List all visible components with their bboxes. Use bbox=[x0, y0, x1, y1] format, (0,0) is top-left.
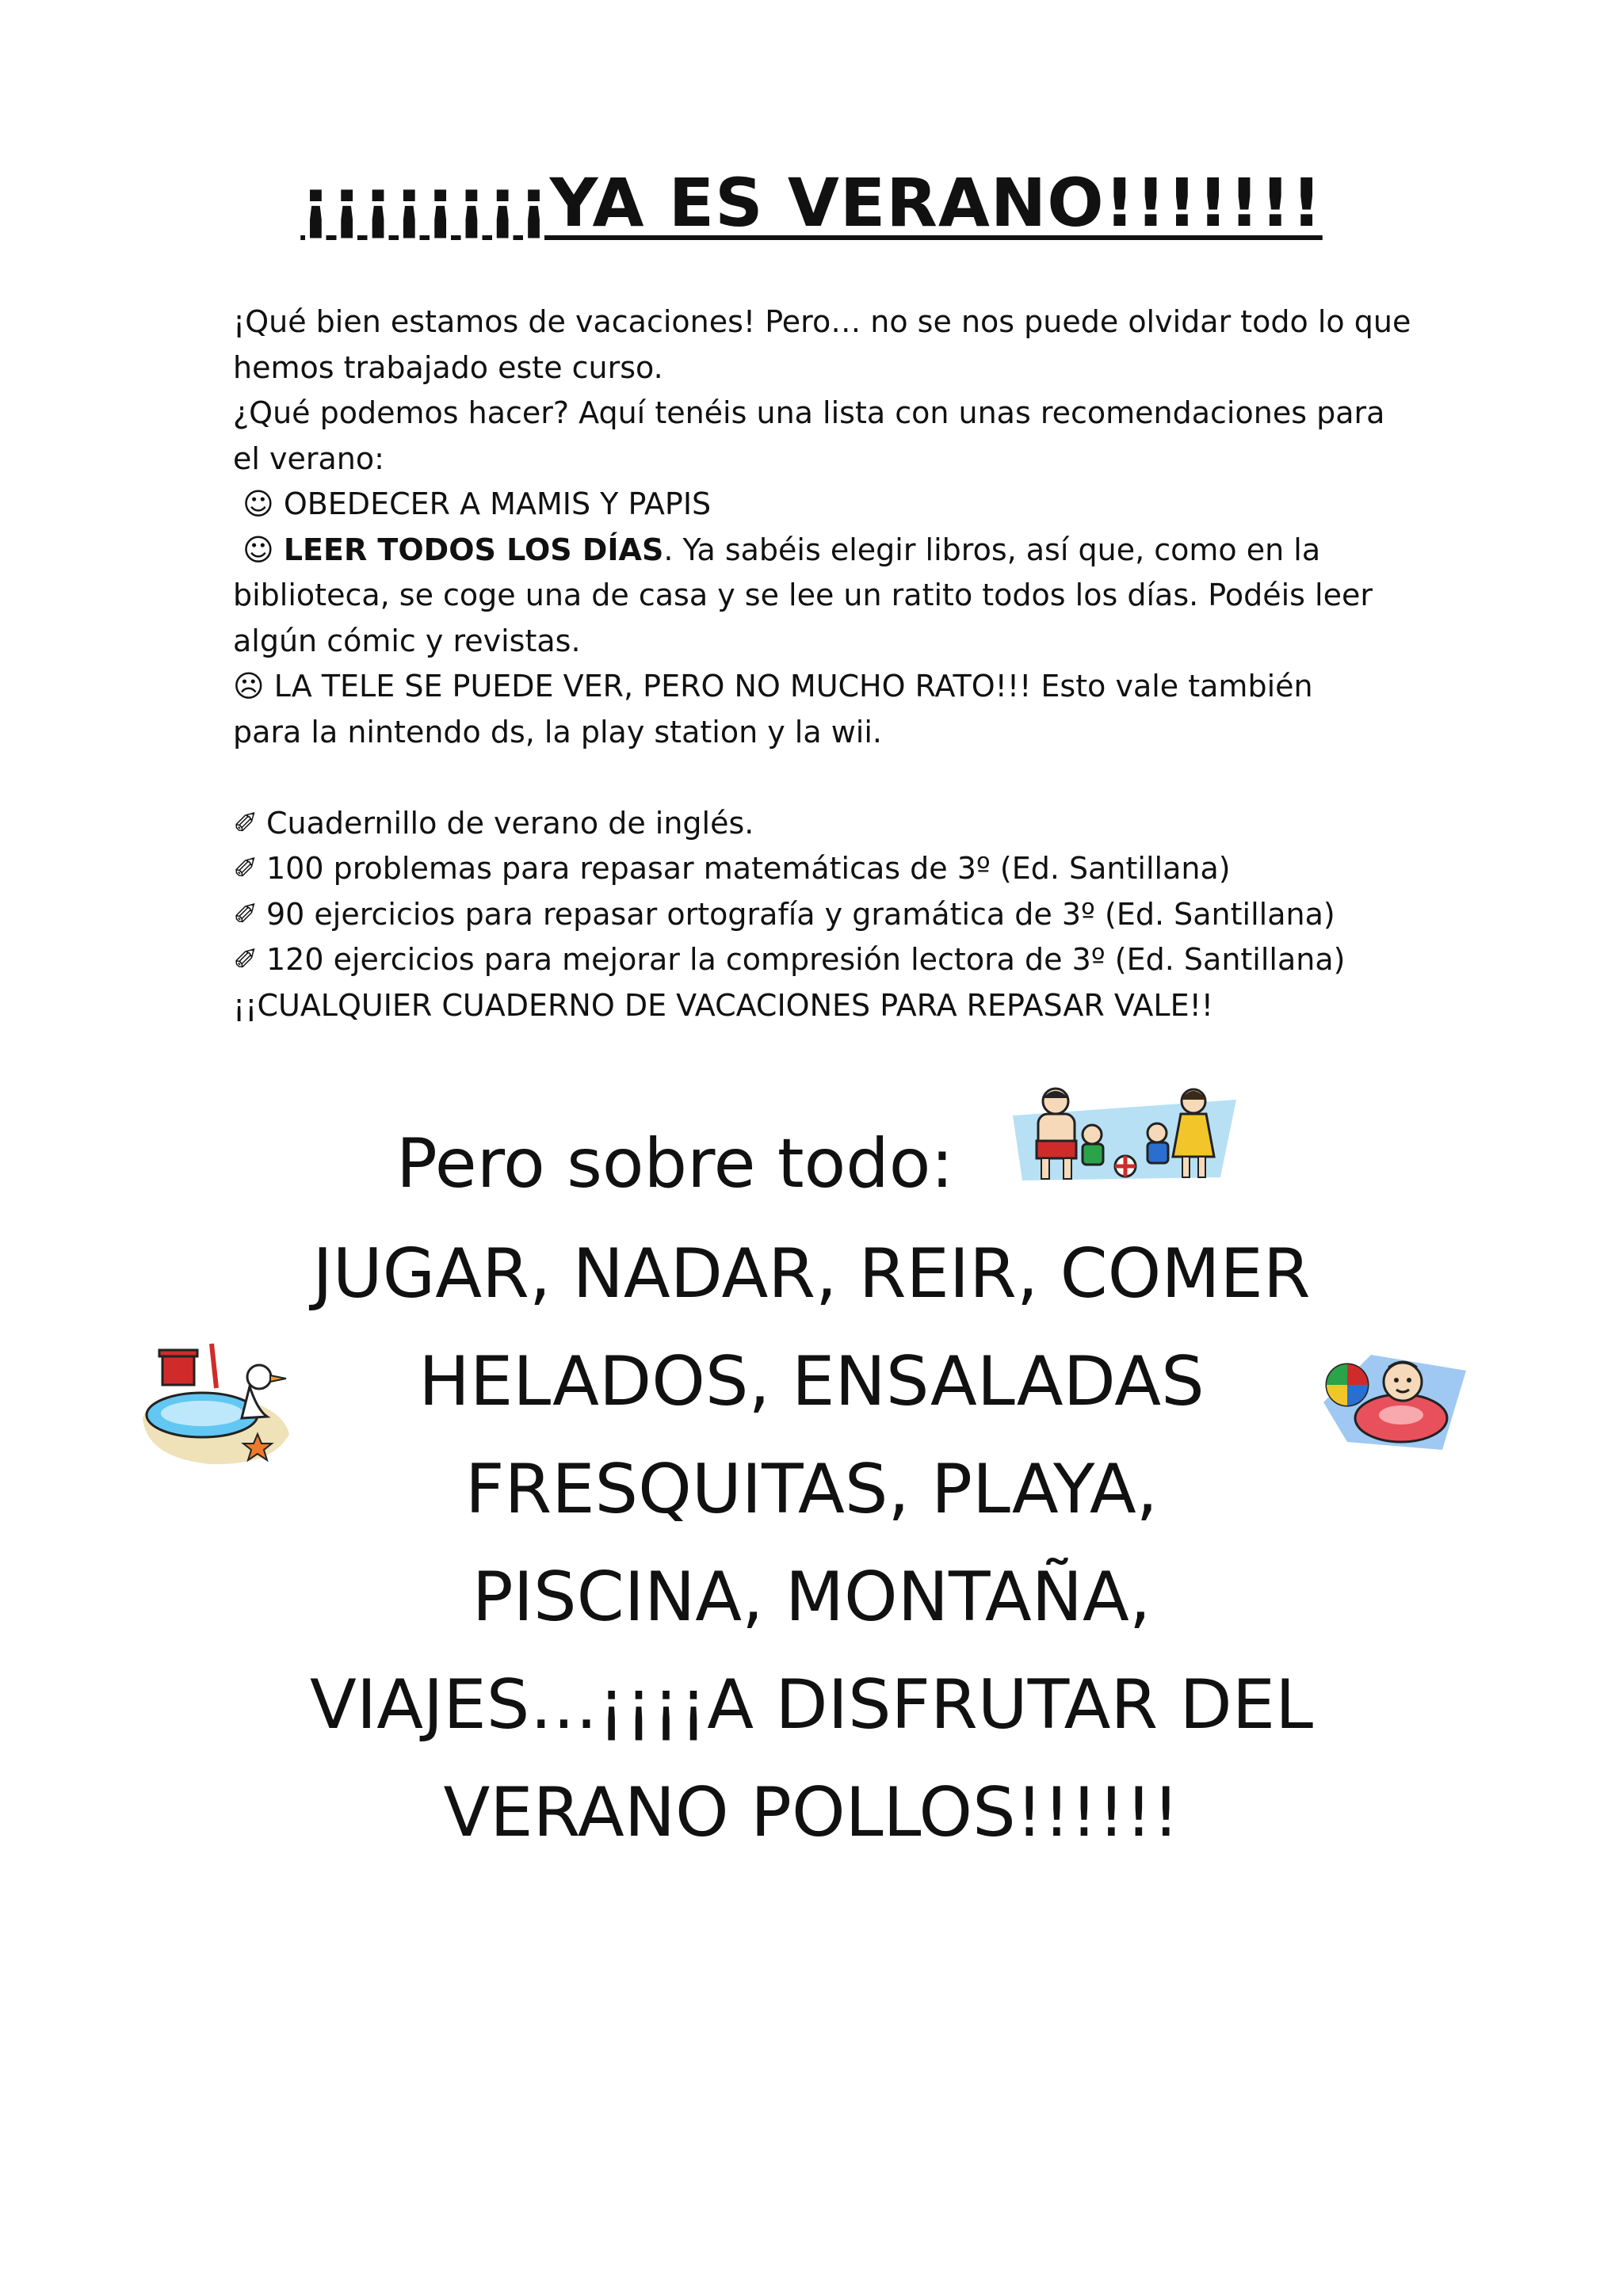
finale-line: PISCINA, MONTAÑA, bbox=[472, 1558, 1151, 1637]
finale-lead: Pero sobre todo: bbox=[396, 1124, 954, 1203]
smiley-icon: ☺ bbox=[242, 486, 274, 521]
book-item bbox=[233, 892, 1398, 938]
page-title: ¡¡¡¡¡¡¡¡YA ES VERANO!!!!!!! bbox=[300, 164, 1323, 242]
intro-line-2: hemos trabajado este curso. bbox=[233, 349, 663, 385]
finale-line: HELADOS, ENSALADAS bbox=[418, 1342, 1205, 1421]
recommendation-tv-text: LA TELE SE PUEDE VER, PERO NO MUCHO RATO!!! Esto vale también bbox=[273, 669, 1313, 704]
baby-swim-ring-clipart bbox=[1316, 1347, 1470, 1454]
finale-block bbox=[178, 1220, 1445, 1867]
book-item-text: 120 ejercicios para mejorar la compresión lectora de 3º (Ed. Santillana) bbox=[266, 942, 1346, 977]
book-item-text: 100 problemas para repasar matemáticas de 3º (Ed. Santillana) bbox=[266, 851, 1231, 886]
intro-line-1: ¡Qué bien estamos de vacaciones! Pero… no se nos puede olvidar todo lo que bbox=[233, 304, 1411, 339]
recommendation-read-bold: LEER TODOS LOS DÍAS bbox=[283, 532, 664, 567]
recommendation-read-line-2: biblioteca, se coge una de casa y se lee un ratito todos los días. Podéis leer bbox=[233, 578, 1373, 612]
intro-line-4: el verano: bbox=[233, 441, 384, 476]
recommendation-tv bbox=[233, 664, 1398, 710]
book-item bbox=[233, 846, 1398, 892]
finale-line: VERANO POLLOS!!!!!! bbox=[443, 1773, 1180, 1852]
intro-line-3: ¿Qué podemos hacer? Aquí tenéis una lista con unas recomendaciones para bbox=[233, 395, 1385, 430]
recommendation-tv-line-2: para la nintendo ds, la play station y la wii. bbox=[233, 714, 883, 749]
pencil-icon: ✐ bbox=[233, 851, 258, 886]
recommendation-obey-text: OBEDECER A MAMIS Y PAPIS bbox=[283, 486, 712, 521]
recommendation-read bbox=[233, 528, 1398, 574]
book-item bbox=[233, 801, 1398, 847]
pencil-icon: ✐ bbox=[233, 942, 258, 977]
book-item-text: 90 ejercicios para repasar ortografía y gramática de 3º (Ed. Santillana) bbox=[266, 896, 1335, 932]
smiley-icon: ☺ bbox=[242, 532, 274, 567]
frown-icon: ☹ bbox=[233, 669, 265, 704]
pencil-icon: ✐ bbox=[233, 896, 258, 932]
beach-family-clipart bbox=[1006, 1084, 1236, 1187]
finale-line: FRESQUITAS, PLAYA, bbox=[464, 1450, 1159, 1529]
books-closing: ¡¡CUALQUIER CUADERNO DE VACACIONES PARA REPASAR VALE!! bbox=[233, 987, 1214, 1023]
recommendation-read-rest: . Ya sabéis elegir libros, así que, como en la bbox=[663, 532, 1321, 567]
document-body bbox=[233, 299, 1411, 1028]
recommendation-read-line-3: algún cómic y revistas. bbox=[233, 623, 581, 658]
pencil-icon: ✐ bbox=[233, 805, 258, 841]
finale-line: JUGAR, NADAR, REIR, COMER bbox=[312, 1234, 1311, 1314]
book-item bbox=[233, 937, 1398, 983]
recommendation-obey bbox=[233, 482, 1398, 528]
kiddie-pool-duck-clipart bbox=[139, 1339, 293, 1470]
finale-line: VIAJES…¡¡¡¡A DISFRUTAR DEL bbox=[310, 1665, 1313, 1745]
spacer bbox=[233, 755, 1398, 801]
book-item-text: Cuadernillo de verano de inglés. bbox=[266, 805, 754, 841]
